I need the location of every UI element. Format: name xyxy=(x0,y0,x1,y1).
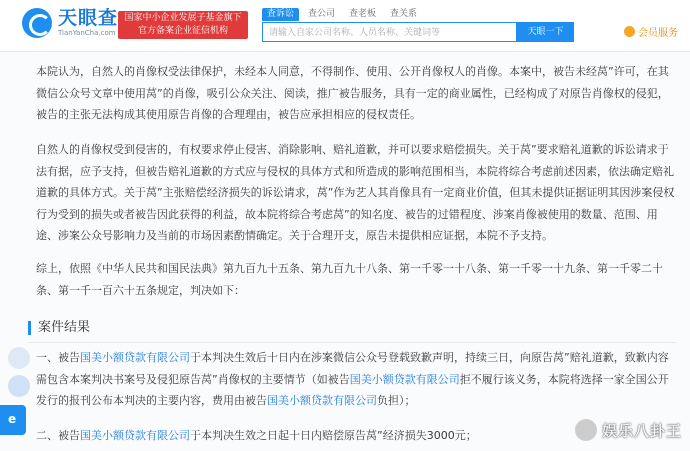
logo-name: 天眼查 xyxy=(58,7,119,29)
result1-prefix: 一、被告 xyxy=(36,351,80,364)
vip-label: 会员服务 xyxy=(638,28,678,39)
company-link[interactable]: 国美小额贷款有限公司 xyxy=(80,351,190,364)
tab-company[interactable]: 查公司 xyxy=(308,9,336,19)
company-link[interactable]: 国美小额贷款有限公司 xyxy=(267,394,377,407)
sidebar-ie-icon[interactable] xyxy=(0,405,26,435)
paragraph-legal-basis: 综上，依照《中华人民共和国民法典》第九百九十五条、第九百九十八条、第一千零一十八条、第一千零一十九条、第一千零二十条、第一千一百六十五条规定，判决如下： xyxy=(36,262,663,297)
sidebar-share-icon[interactable] xyxy=(8,375,30,397)
paragraph-damages: 自然人的肖像权受到侵害的，有权要求停止侵害、消除影响、赔礼道歉，并可以要求赔偿损失。关于莴”要求赔礼道歉的诉讼请求于法有据，应予支持，但被告赔礼道歉的方式应与侵权的具体方式和所造成的影响范围相当，本院将综合考虑前述因素，依法确定赔礼道歉的具体方式。关于莴”主张赔偿经济损失的诉讼请求，莴”作为艺人其肖像具有一定商业价值，但其未提供证据证明其因涉案侵权行为受到的损失或者被告因此获得的利益，故本院将综合考虑莴”的知名度、被告的过错程度、涉案肖像被使用的数量、范围、用途、涉案公众号影响力及当前的市场因素酌情确定。关于合理开支，原告未提供相应证据，本院不予支持。 xyxy=(36,143,675,242)
tianyancha-logo-icon xyxy=(22,8,52,38)
result2-end: 于本判决生效之日起十日内赔偿原告莴”经济损失3000元； xyxy=(190,429,477,442)
section-title-case-result: 案件结果 xyxy=(28,321,90,335)
site-header xyxy=(0,0,690,52)
result1-text2: 拒不履行该义务，本院将选择一家全国公开发行的报刊公布本判决的主要内容，费用由被告 xyxy=(36,372,669,407)
watermark xyxy=(575,419,682,441)
official-badge xyxy=(118,11,248,39)
company-link[interactable]: 国美小额贷款有限公司 xyxy=(349,372,460,386)
company-link[interactable]: 国美小额贷款有限公司 xyxy=(80,429,190,442)
badge-line2: 官方备案企业征信机构 xyxy=(137,26,228,36)
logo-text xyxy=(58,7,118,38)
judgment-content xyxy=(0,52,690,451)
site-logo[interactable] xyxy=(22,7,118,38)
vip-service-link[interactable] xyxy=(624,24,678,39)
search-tabs xyxy=(262,8,422,21)
logo-url: TianYanCha.com xyxy=(58,29,116,37)
crown-icon xyxy=(624,26,635,37)
tab-boss[interactable]: 查老板 xyxy=(349,9,377,19)
watermark-avatar-icon xyxy=(575,419,597,441)
search-button[interactable]: 天眼一下 xyxy=(517,22,574,42)
result2-prefix: 二、被告 xyxy=(36,429,80,442)
tab-lawsuit[interactable]: 查诉讼 xyxy=(262,8,299,21)
sidebar-tool-icon[interactable] xyxy=(8,347,30,369)
tab-relation[interactable]: 查关系 xyxy=(390,9,418,19)
search-input[interactable]: 请输入自家公司名称、人员名称、关键词等 xyxy=(262,22,517,42)
result1-end: 负担）； xyxy=(377,394,416,407)
watermark-text: 娱乐八卦王 xyxy=(601,421,682,440)
paragraph-court-opinion: 本院认为，自然人的肖像权受法律保护，未经本人同意，不得制作、使用、公开肖像权人的肖像。本案中，被告未经莴”许可，在其微信公众号文章中使用莴”的肖像，吸引公众关注、阅读，推广被告服务，具有一定的商业属性，已经构成了对原告肖像权的侵犯，被告的主张无法构成其使用原告肖像的合理理由，被告应承担相应的侵权责任。 xyxy=(36,65,669,121)
result1-text: 于本判决生效后十日内在涉案微信公众号登载致歉声明，持续三日，向原告莴”赔礼道歉，致歉内容需包含本案判决书案号及侵犯原告莴”肖像权的主要情节（如被告 xyxy=(36,351,669,386)
divider xyxy=(28,342,676,343)
badge-line1: 国家中小企业发展子基金旗下 xyxy=(124,13,242,23)
result-item-1 xyxy=(36,347,676,412)
